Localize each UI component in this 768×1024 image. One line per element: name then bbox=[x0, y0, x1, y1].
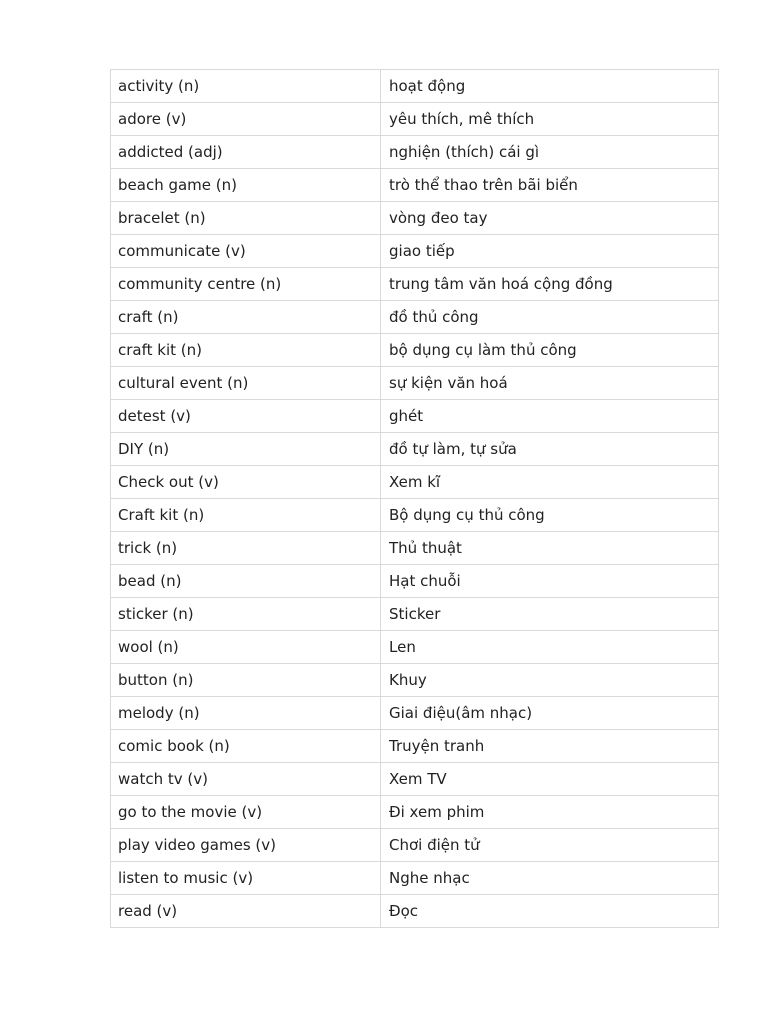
english-term: trick (n) bbox=[111, 532, 381, 565]
english-term: watch tv (v) bbox=[111, 763, 381, 796]
english-term: comic book (n) bbox=[111, 730, 381, 763]
english-term: community centre (n) bbox=[111, 268, 381, 301]
vietnamese-meaning: hoạt động bbox=[381, 70, 719, 103]
vietnamese-meaning: Xem kĩ bbox=[381, 466, 719, 499]
vietnamese-meaning: ghét bbox=[381, 400, 719, 433]
table-row bbox=[111, 532, 719, 565]
vietnamese-meaning: Truyện tranh bbox=[381, 730, 719, 763]
table-row bbox=[111, 70, 719, 103]
table-row bbox=[111, 301, 719, 334]
table-row bbox=[111, 565, 719, 598]
english-term: adore (v) bbox=[111, 103, 381, 136]
english-term: wool (n) bbox=[111, 631, 381, 664]
vietnamese-meaning: yêu thích, mê thích bbox=[381, 103, 719, 136]
english-term: melody (n) bbox=[111, 697, 381, 730]
table-row bbox=[111, 466, 719, 499]
english-term: Craft kit (n) bbox=[111, 499, 381, 532]
table-row bbox=[111, 697, 719, 730]
vietnamese-meaning: Đọc bbox=[381, 895, 719, 928]
table-row bbox=[111, 895, 719, 928]
vietnamese-meaning: đồ thủ công bbox=[381, 301, 719, 334]
vietnamese-meaning: Hạt chuỗi bbox=[381, 565, 719, 598]
vietnamese-meaning: sự kiện văn hoá bbox=[381, 367, 719, 400]
table-row bbox=[111, 862, 719, 895]
english-term: listen to music (v) bbox=[111, 862, 381, 895]
english-term: craft (n) bbox=[111, 301, 381, 334]
english-term: read (v) bbox=[111, 895, 381, 928]
english-term: beach game (n) bbox=[111, 169, 381, 202]
table-row bbox=[111, 499, 719, 532]
table-row bbox=[111, 763, 719, 796]
table-row bbox=[111, 631, 719, 664]
english-term: go to the movie (v) bbox=[111, 796, 381, 829]
english-term: Check out (v) bbox=[111, 466, 381, 499]
table-row bbox=[111, 730, 719, 763]
english-term: sticker (n) bbox=[111, 598, 381, 631]
english-term: button (n) bbox=[111, 664, 381, 697]
vietnamese-meaning: bộ dụng cụ làm thủ công bbox=[381, 334, 719, 367]
english-term: detest (v) bbox=[111, 400, 381, 433]
english-term: craft kit (n) bbox=[111, 334, 381, 367]
english-term: activity (n) bbox=[111, 70, 381, 103]
english-term: communicate (v) bbox=[111, 235, 381, 268]
english-term: DIY (n) bbox=[111, 433, 381, 466]
vietnamese-meaning: Xem TV bbox=[381, 763, 719, 796]
table-row bbox=[111, 400, 719, 433]
vietnamese-meaning: Len bbox=[381, 631, 719, 664]
table-row bbox=[111, 235, 719, 268]
vietnamese-meaning: trung tâm văn hoá cộng đồng bbox=[381, 268, 719, 301]
vietnamese-meaning: Khuy bbox=[381, 664, 719, 697]
vietnamese-meaning: trò thể thao trên bãi biển bbox=[381, 169, 719, 202]
vocabulary-table-body bbox=[111, 70, 719, 928]
english-term: play video games (v) bbox=[111, 829, 381, 862]
vietnamese-meaning: Sticker bbox=[381, 598, 719, 631]
table-row bbox=[111, 202, 719, 235]
table-row bbox=[111, 598, 719, 631]
vietnamese-meaning: vòng đeo tay bbox=[381, 202, 719, 235]
vietnamese-meaning: Giai điệu(âm nhạc) bbox=[381, 697, 719, 730]
table-row bbox=[111, 334, 719, 367]
table-row bbox=[111, 169, 719, 202]
vietnamese-meaning: Bộ dụng cụ thủ công bbox=[381, 499, 719, 532]
vietnamese-meaning: Đi xem phim bbox=[381, 796, 719, 829]
vietnamese-meaning: Thủ thuật bbox=[381, 532, 719, 565]
table-row bbox=[111, 829, 719, 862]
english-term: bracelet (n) bbox=[111, 202, 381, 235]
english-term: cultural event (n) bbox=[111, 367, 381, 400]
vietnamese-meaning: Chơi điện tử bbox=[381, 829, 719, 862]
vietnamese-meaning: Nghe nhạc bbox=[381, 862, 719, 895]
english-term: addicted (adj) bbox=[111, 136, 381, 169]
table-row bbox=[111, 664, 719, 697]
english-term: bead (n) bbox=[111, 565, 381, 598]
table-row bbox=[111, 103, 719, 136]
vietnamese-meaning: đồ tự làm, tự sửa bbox=[381, 433, 719, 466]
vietnamese-meaning: giao tiếp bbox=[381, 235, 719, 268]
vocabulary-table bbox=[110, 69, 719, 928]
vietnamese-meaning: nghiện (thích) cái gì bbox=[381, 136, 719, 169]
table-row bbox=[111, 796, 719, 829]
table-row bbox=[111, 136, 719, 169]
table-row bbox=[111, 433, 719, 466]
table-row bbox=[111, 367, 719, 400]
table-row bbox=[111, 268, 719, 301]
